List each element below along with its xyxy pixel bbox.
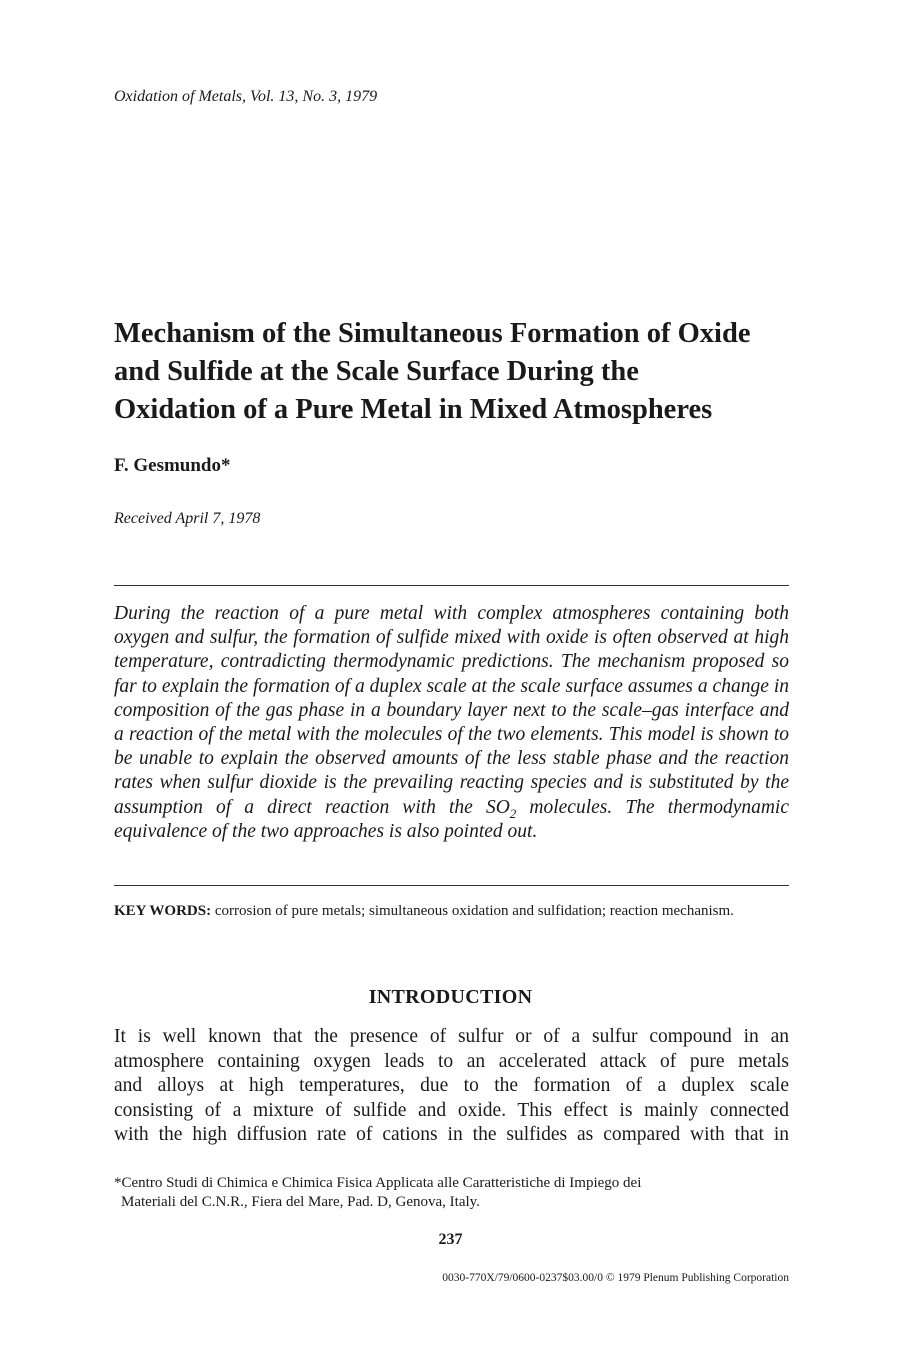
body-line: with the high diffusion rate of cations in the sulfides as compared with that in [114, 1124, 789, 1146]
section-heading-introduction: INTRODUCTION [368, 986, 533, 1008]
abstract-bottom-rule [114, 885, 789, 886]
abstract-text: During the reaction of a pure metal with complex atmospheres containing both oxygen and sulfur, the formation of sulfide mixed with oxide is often observed at high temperature, contradicting thermodynamic predictions. The mechanism proposed so far to explain the formation of a duplex scale at the scale surface assumes a change in composition of the gas phase in a boundary layer next to the scale–gas interface and a reaction of the metal with the molecules of the two elements. This model is shown to be unable to explain the observed amounts of the less stable phase and the reaction rates when sulfur dioxide is the prevailing reacting species and is substituted by the assumption of a direct reaction with the SO [114, 603, 789, 818]
author-affiliation-footnote [114, 1174, 789, 1212]
title-line: Mechanism of the Simultaneous Formation of Oxide [114, 318, 751, 349]
journal-citation: Oxidation of Metals, Vol. 13, No. 3, 1979 [114, 88, 378, 105]
abstract [114, 602, 789, 844]
footnote-line: *Centro Studi di Chimica e Chimica Fisica Applicata alle Caratteristiche di Impiego dei [114, 1175, 642, 1191]
title-line: Oxidation of a Pure Metal in Mixed Atmospheres [114, 394, 713, 425]
abstract-top-rule [114, 585, 789, 586]
page-number: 237 [438, 1231, 463, 1248]
footnote-line: Materiali del C.N.R., Fiera del Mare, Pad. D, Genova, Italy. [121, 1194, 480, 1210]
body-line: It is well known that the presence of sulfur or of a sulfur compound in an [114, 1026, 789, 1047]
copyright-line: 0030-770X/79/0600-0237$03.00/0 © 1979 Plenum Publishing Corporation [442, 1272, 789, 1284]
paper-title [114, 315, 814, 429]
title-line: and Sulfide at the Scale Surface During the [114, 356, 639, 387]
body-line: and alloys at high temperatures, due to the formation of a duplex scale [114, 1075, 789, 1097]
keywords-label: KEY WORDS: [114, 903, 212, 919]
keywords [114, 902, 789, 921]
body-line: atmosphere containing oxygen leads to an accelerated attack of pure metals [114, 1050, 789, 1072]
abstract-text-end: molecules. The thermodynamic equivalence of the two approaches is also pointed out. [114, 796, 790, 842]
abstract-subscript: 2 [509, 805, 517, 821]
body-line: consisting of a mixture of sulfide and oxide. This effect is mainly connected [114, 1099, 789, 1121]
keywords-text: corrosion of pure metals; simultaneous oxidation and sulfidation; reaction mechanism. [211, 903, 734, 919]
received-date: Received April 7, 1978 [114, 510, 261, 527]
author-name: F. Gesmundo* [114, 455, 231, 476]
introduction-body [114, 1025, 789, 1148]
